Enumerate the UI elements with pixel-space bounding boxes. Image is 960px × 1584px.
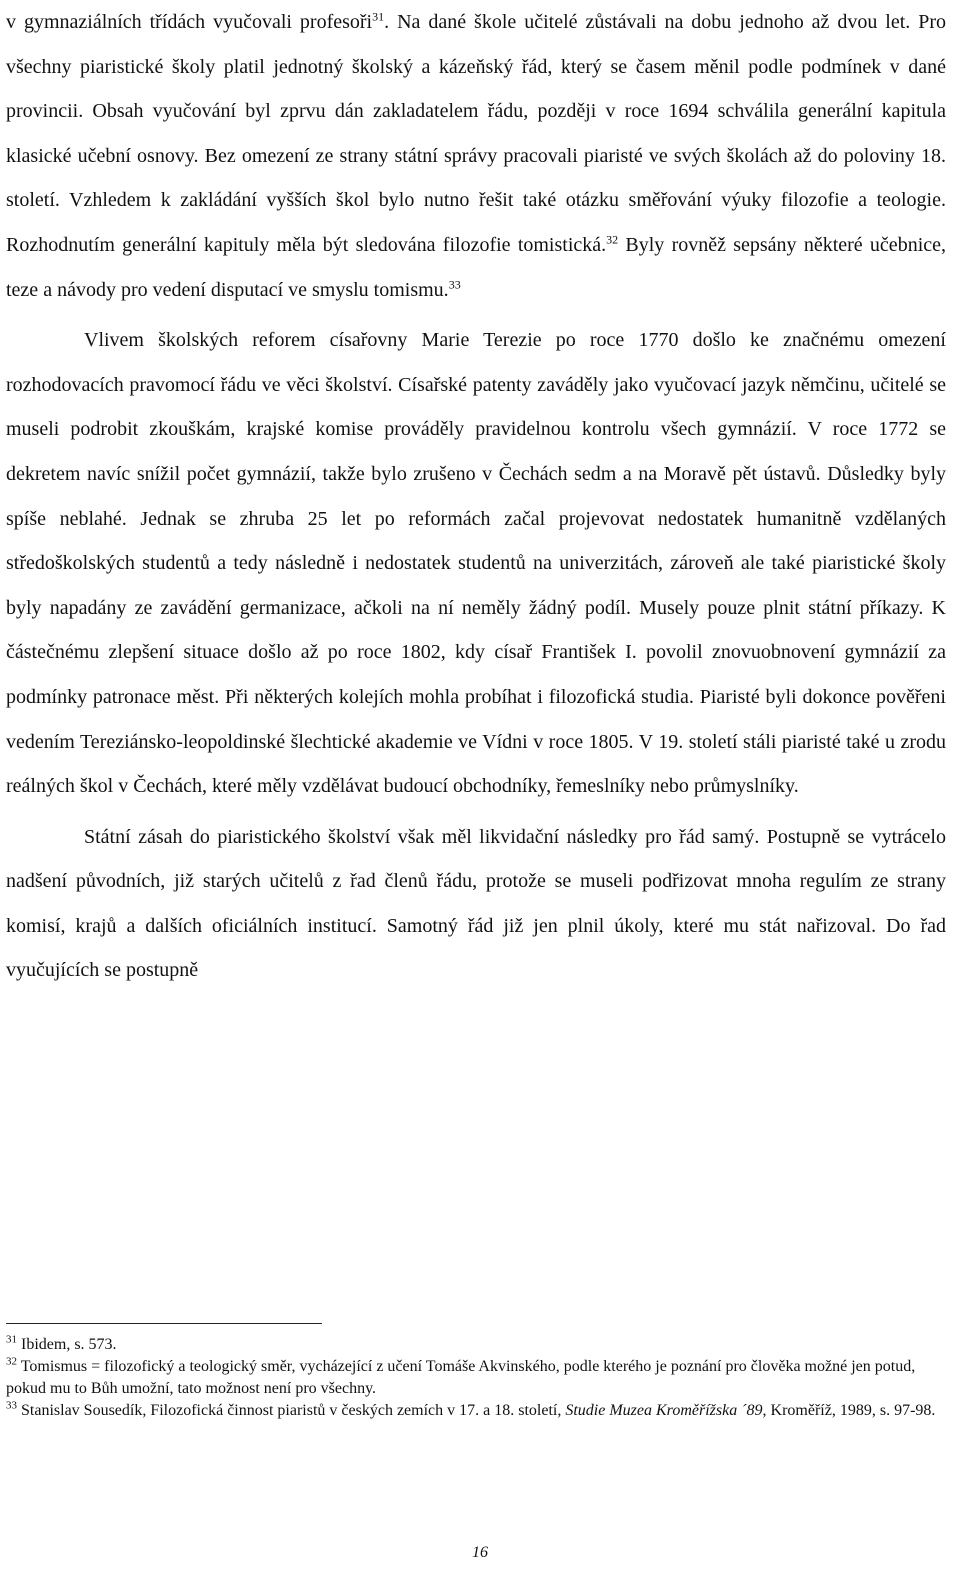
footnotes <box>6 1334 946 1422</box>
paragraph-1-text-b: . Na dané škole učitelé zůstávali na dobu jednoho až dvou let. Pro všechny piaristické školy platil jednotný školský a kázeňský řád, který se časem měnil podle podmínek v dané provincii. Obsah vyučování byl zprvu dán zakladatelem řádu, později v roce 1694 schválila generální kapitula klasické učební osnovy. Bez omezení ze strany státní správy pracovali piaristé ve svých školách až do poloviny 18. století. Vzhledem k zakládání vyšších škol bylo nutno řešit také otázku směřování výuky filozofie a teologie. Rozhodnutím generální kapituly měla být sledována filozofie tomistická. <box>6 11 947 256</box>
footnote-33 <box>6 1400 946 1422</box>
page-number: 16 <box>472 1544 488 1561</box>
footnote-ref-32[interactable]: 32 <box>606 232 619 247</box>
footnote-31 <box>6 1334 946 1356</box>
paragraph-1 <box>6 0 946 312</box>
footnote-journal-title: Studie Muzea Kroměřížska ´89 <box>565 1402 763 1419</box>
footnote-text: Tomismus = filozofický a teologický směr, vycházející z učení Tomáše Akvinského, podle kterého je poznání pro člověka možné jen potud, pokud mu to Bůh umožní, tato možnost není pro všechny. <box>6 1358 916 1397</box>
body-text <box>6 0 946 993</box>
paragraph-1-text-a: v gymnaziálních třídách vyučovali profesoři <box>6 11 373 33</box>
paragraph-2: Vlivem školských reforem císařovny Marie Terezie po roce 1770 došlo ke značnému omezení rozhodovacích pravomocí řádu ve věci školství. Císařské patenty zaváděly jako vyučovací jazyk němčinu, učitelé se museli podrobit zkouškám, krajské komise prováděly pravidelnou kontrolu všech gymnázií. V roce 1772 se dekretem navíc snížil počet gymnázií, takže bylo zrušeno v Čechách sedm a na Moravě pět ústavů. Důsledky byly spíše neblahé. Jednak se zhruba 25 let po reformách začal projevovat nedostatek humanitně vzdělaných středoškolských studentů a tedy následně i nedostatek studentů na univerzitách, zároveň ale také piaristické školy byly napadány ze zavádění germanizace, ačkoli na ní neměly žádný podíl. Musely pouze plnit státní příkazy. K částečnému zlepšení situace došlo až po roce 1802, kdy císař František I. povolil znovuobnovení gymnázií za podmínky patronace měst. Při některých kolejích mohla probíhat i filozofická studia. Piaristé byli dokonce pověřeni vedením Tereziánsko-leopoldinské šlechtické akademie ve Vídni v roce 1805. V 19. století stáli piaristé také u zrodu reálných škol v Čechách, které měly vzdělávat budoucí obchodníky, řemeslníky nebo průmyslníky. <box>6 329 946 798</box>
footnote-number: 31 <box>6 1333 17 1346</box>
footnote-number: 32 <box>6 1355 17 1368</box>
footnote-ref-31[interactable]: 31 <box>372 9 385 24</box>
paragraph-1-text-c: Byly rovněž sepsány některé učebnice, teze a návody pro vedení disputací ve smyslu tomismu. <box>6 233 946 301</box>
paragraph-3: Státní zásah do piaristického školství však měl likvidační následky pro řád samý. Postupně se vytrácelo nadšení původních, již starých učitelů z řad členů řádu, protože se museli podřizovat mnoha regulím ze strany komisí, krajů a dalších oficiálních institucí. Samotný řád již jen plnil úkoly, které mu stát nařizoval. Do řad vyučujících se postupně <box>6 825 946 982</box>
footnote-32 <box>6 1356 946 1400</box>
footnote-text-tail: , Kroměříž, 1989, s. 97-98. <box>762 1402 936 1419</box>
footnote-number: 33 <box>6 1399 17 1412</box>
footnote-text: Stanislav Sousedík, Filozofická činnost piaristů v českých zemích v 17. a 18. století, <box>17 1402 566 1419</box>
footnote-ref-33[interactable]: 33 <box>448 276 461 291</box>
footnote-separator <box>6 1323 322 1324</box>
footnote-text: Ibidem, s. 573. <box>17 1336 117 1353</box>
